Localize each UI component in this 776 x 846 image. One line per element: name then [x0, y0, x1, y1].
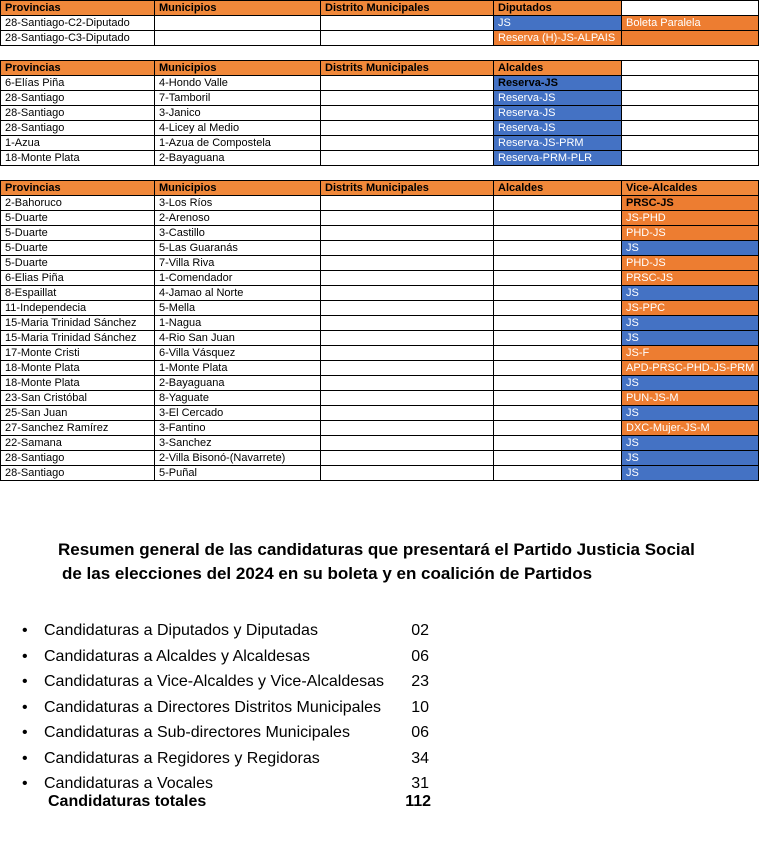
- table-cell: 18-Monte Plata: [1, 151, 155, 166]
- table-cell: 2-Bayaguana: [155, 376, 321, 391]
- table-cell: DXC-Mujer-JS-M: [622, 421, 759, 436]
- table-cell: [494, 361, 622, 376]
- spacer-cell: [622, 91, 759, 106]
- table3-row: [1, 376, 759, 391]
- table-cell: [494, 346, 622, 361]
- table-cell: 27-Sanchez Ramírez: [1, 421, 155, 436]
- table-cell: 28-Santiago: [1, 91, 155, 106]
- table-cell: [321, 421, 494, 436]
- table3-header: Provincias: [1, 181, 155, 196]
- table-cell: [494, 436, 622, 451]
- table-cell: JS: [622, 286, 759, 301]
- table-cell: 28-Santiago: [1, 121, 155, 136]
- table-cell: JS: [622, 436, 759, 451]
- spacer-cell: [622, 151, 759, 166]
- table-cell: [321, 121, 494, 136]
- bullet-icon: •: [22, 775, 28, 792]
- table-cell: Reserva (H)-JS-ALPAIS: [494, 31, 622, 46]
- table2-row: [1, 76, 759, 91]
- table-cell: PUN-JS-M: [622, 391, 759, 406]
- table-cell: [494, 466, 622, 481]
- table3-row: [1, 451, 759, 466]
- table-cell: 18-Monte Plata: [1, 361, 155, 376]
- spacer-cell: [321, 166, 494, 181]
- spacer-cell: [155, 46, 321, 61]
- table-cell: [321, 241, 494, 256]
- table-cell: [622, 31, 759, 46]
- table-cell: 2-Arenoso: [155, 211, 321, 226]
- table-cell: 3-Castillo: [155, 226, 321, 241]
- spacer-cell: [1, 46, 155, 61]
- table-cell: [321, 211, 494, 226]
- table2-header: Provincias: [1, 61, 155, 76]
- table-cell: JS: [622, 466, 759, 481]
- table-cell: 2-Villa Bisonó-(Navarrete): [155, 451, 321, 466]
- spacer-cell: [622, 46, 759, 61]
- table-cell: [494, 376, 622, 391]
- table-cell: 28-Santiago: [1, 466, 155, 481]
- table-cell: 5-Duarte: [1, 226, 155, 241]
- table-cell: [494, 331, 622, 346]
- table-cell: APD-PRSC-PHD-JS-PRM: [622, 361, 759, 376]
- table3-row: [1, 346, 759, 361]
- table-cell: JS-PPC: [622, 301, 759, 316]
- table-cell: [321, 106, 494, 121]
- table3-row: [1, 316, 759, 331]
- table3-row: [1, 256, 759, 271]
- table-cell: 4-Rio San Juan: [155, 331, 321, 346]
- table2-header: Distrits Municipales: [321, 61, 494, 76]
- table-cell: [321, 436, 494, 451]
- table1-row: [1, 31, 759, 46]
- table-cell: 15-Maria Trinidad Sánchez: [1, 316, 155, 331]
- table3-row: [1, 241, 759, 256]
- item-label: Candidaturas a Alcaldes y Alcaldesas: [44, 647, 310, 665]
- table-cell: [321, 316, 494, 331]
- table3-row: [1, 361, 759, 376]
- table3-header-row: [1, 181, 759, 196]
- spacer-cell: [155, 166, 321, 181]
- table-cell: 3-Janico: [155, 106, 321, 121]
- table-cell: 5-Puñal: [155, 466, 321, 481]
- table-cell: 8-Espaillat: [1, 286, 155, 301]
- spacer-cell: [494, 46, 622, 61]
- table-cell: JS: [494, 16, 622, 31]
- table-cell: [321, 151, 494, 166]
- bullet-icon: •: [22, 622, 28, 639]
- table-cell: 23-San Cristóbal: [1, 391, 155, 406]
- table-cell: JS: [622, 316, 759, 331]
- table-cell: [321, 301, 494, 316]
- table-cell: 6-Villa Vásquez: [155, 346, 321, 361]
- table1-header: Diputados: [494, 1, 622, 16]
- table3-row: [1, 211, 759, 226]
- table-cell: [321, 466, 494, 481]
- table-cell: [321, 271, 494, 286]
- table3-row: [1, 271, 759, 286]
- table-cell: [494, 271, 622, 286]
- table-cell: [494, 451, 622, 466]
- table-cell: [321, 16, 494, 31]
- item-label: Candidaturas a Regidores y Regidoras: [44, 749, 320, 767]
- table-cell: [494, 241, 622, 256]
- table-cell: JS-F: [622, 346, 759, 361]
- item-label: Candidaturas a Diputados y Diputadas: [44, 622, 318, 639]
- item-label: Candidaturas a Directores Distritos Municipales: [44, 698, 382, 716]
- item-count: 34: [411, 749, 429, 767]
- table-cell: PRSC-JS: [622, 196, 759, 211]
- table3-row: [1, 406, 759, 421]
- spacer-cell: [494, 166, 622, 181]
- table-cell: 6-Elías Piña: [1, 76, 155, 91]
- spacer-row: [1, 46, 759, 61]
- table-cell: [321, 31, 494, 46]
- table2-row: [1, 91, 759, 106]
- table-cell: [155, 16, 321, 31]
- table2-row: [1, 151, 759, 166]
- summary-title-line2: de las elecciones del 2024 en su boleta y en coalición de Partidos: [62, 564, 593, 583]
- table-cell: [321, 346, 494, 361]
- spacer-row: [1, 166, 759, 181]
- table-cell: 3-El Cercado: [155, 406, 321, 421]
- table-cell: [494, 406, 622, 421]
- table-cell: 5-Duarte: [1, 241, 155, 256]
- table2-header: Alcaldes: [494, 61, 622, 76]
- table-cell: JS: [622, 376, 759, 391]
- table-cell: [321, 226, 494, 241]
- table-cell: 4-Licey al Medio: [155, 121, 321, 136]
- table3-row: [1, 301, 759, 316]
- table-cell: [494, 256, 622, 271]
- item-count: 23: [411, 673, 429, 690]
- table-cell: Reserva-JS-PRM: [494, 136, 622, 151]
- table-cell: 28-Santiago-C2-Diputado: [1, 16, 155, 31]
- table-cell: 18-Monte Plata: [1, 376, 155, 391]
- table3-row: [1, 391, 759, 406]
- table-cell: [321, 451, 494, 466]
- table-cell: 15-Maria Trinidad Sánchez: [1, 331, 155, 346]
- bullet-icon: •: [22, 749, 28, 767]
- item-count: 06: [411, 647, 429, 665]
- table3-header: Municipios: [155, 181, 321, 196]
- table-cell: 28-Santiago: [1, 106, 155, 121]
- table-cell: 5-Mella: [155, 301, 321, 316]
- table1-header: Provincias: [1, 1, 155, 16]
- table-cell: [321, 391, 494, 406]
- table-cell: JS: [622, 451, 759, 466]
- bullet-icon: •: [22, 647, 28, 665]
- table-cell: JS: [622, 406, 759, 421]
- table-cell: [321, 331, 494, 346]
- table-cell: 8-Yaguate: [155, 391, 321, 406]
- table3-row: [1, 226, 759, 241]
- table-cell: [494, 196, 622, 211]
- spacer-cell: [1, 166, 155, 181]
- table1-header: [622, 1, 759, 16]
- table3-header: Distrits Municipales: [321, 181, 494, 196]
- table2-row: [1, 106, 759, 121]
- table-cell: 2-Bahoruco: [1, 196, 155, 211]
- table-cell: 5-Duarte: [1, 211, 155, 226]
- summary-title: [0, 538, 776, 586]
- table-cell: [321, 196, 494, 211]
- table-cell: 4-Hondo Valle: [155, 76, 321, 91]
- table-cell: JS: [622, 241, 759, 256]
- table-cell: [494, 421, 622, 436]
- table3-row: [1, 196, 759, 211]
- table-cell: Reserva-JS: [494, 91, 622, 106]
- table-cell: 17-Monte Cristi: [1, 346, 155, 361]
- table-cell: JS-PHD: [622, 211, 759, 226]
- item-count: 10: [411, 698, 429, 716]
- item-label: Candidaturas a Sub-directores Municipales: [44, 724, 350, 741]
- table-cell: [321, 361, 494, 376]
- table-cell: [494, 226, 622, 241]
- table-cell: 1-Azua: [1, 136, 155, 151]
- table3-row: [1, 286, 759, 301]
- spacer-cell: [321, 46, 494, 61]
- spacer-cell: [622, 121, 759, 136]
- table-cell: Boleta Paralela: [622, 16, 759, 31]
- table2-header-row: [1, 61, 759, 76]
- table-cell: PRSC-JS: [622, 271, 759, 286]
- table-cell: [494, 211, 622, 226]
- table-cell: [321, 91, 494, 106]
- table-cell: [321, 286, 494, 301]
- table-cell: 22-Samana: [1, 436, 155, 451]
- table-cell: [321, 136, 494, 151]
- table-cell: [494, 301, 622, 316]
- table-cell: [321, 76, 494, 91]
- summary-section: [0, 538, 776, 810]
- table3-header: Alcaldes: [494, 181, 622, 196]
- table3-row: [1, 466, 759, 481]
- summary-title-line1: Resumen general de las candidaturas que presentará el Partido Justicia Social: [58, 540, 695, 559]
- summary-total: [48, 793, 433, 811]
- table3-header: Vice-Alcaldes: [622, 181, 759, 196]
- table-cell: 1-Azua de Compostela: [155, 136, 321, 151]
- table-cell: 28-Santiago-C3-Diputado: [1, 31, 155, 46]
- table-cell: [155, 31, 321, 46]
- table-cell: 3-Fantino: [155, 421, 321, 436]
- spacer-cell: [622, 166, 759, 181]
- table-cell: 1-Nagua: [155, 316, 321, 331]
- table-cell: 28-Santiago: [1, 451, 155, 466]
- table-cell: 5-Las Guaranás: [155, 241, 321, 256]
- item-count: 02: [411, 622, 429, 639]
- spacer-cell: [622, 76, 759, 91]
- table-cell: [494, 391, 622, 406]
- table3-row: [1, 436, 759, 451]
- item-label: Candidaturas a Vice-Alcaldes y Vice-Alcaldesas: [44, 673, 385, 690]
- table-cell: [321, 256, 494, 271]
- table-cell: 3-Sanchez: [155, 436, 321, 451]
- bullet-icon: •: [22, 724, 28, 741]
- table2-header: Municipios: [155, 61, 321, 76]
- table-cell: PHD-JS: [622, 226, 759, 241]
- table-cell: 3-Los Ríos: [155, 196, 321, 211]
- spacer-cell: [622, 136, 759, 151]
- table3-row: [1, 421, 759, 436]
- table-cell: Reserva-JS: [494, 106, 622, 121]
- item-label: Candidaturas a Vocales: [44, 775, 213, 792]
- table-cell: Reserva-JS: [494, 121, 622, 136]
- spacer-cell: [622, 106, 759, 121]
- table-cell: 7-Villa Riva: [155, 256, 321, 271]
- table-cell: 2-Bayaguana: [155, 151, 321, 166]
- table-cell: Reserva-PRM-PLR: [494, 151, 622, 166]
- item-count: 31: [411, 775, 429, 792]
- total-count: 112: [405, 793, 431, 810]
- bullet-icon: •: [22, 698, 28, 716]
- table-cell: [494, 286, 622, 301]
- table-cell: 1-Monte Plata: [155, 361, 321, 376]
- table-cell: 1-Comendador: [155, 271, 321, 286]
- table-cell: Reserva-JS: [494, 76, 622, 91]
- spacer-cell: [622, 61, 759, 76]
- table-cell: [494, 316, 622, 331]
- table1-row: [1, 16, 759, 31]
- table2-row: [1, 136, 759, 151]
- table-cell: 7-Tamboril: [155, 91, 321, 106]
- table-cell: 6-Elias Piña: [1, 271, 155, 286]
- table1-header: Distrito Municipales: [321, 1, 494, 16]
- table1-header-row: [1, 1, 759, 16]
- table3-row: [1, 331, 759, 346]
- total-label: Candidaturas totales: [48, 793, 207, 810]
- table2-row: [1, 121, 759, 136]
- table-cell: [321, 406, 494, 421]
- table-cell: [321, 376, 494, 391]
- table-cell: PHD-JS: [622, 256, 759, 271]
- table-cell: 5-Duarte: [1, 256, 155, 271]
- item-count: 06: [411, 724, 429, 741]
- table-cell: 4-Jamao al Norte: [155, 286, 321, 301]
- bullet-icon: •: [22, 673, 28, 690]
- table1-header: Municipios: [155, 1, 321, 16]
- table-cell: JS: [622, 331, 759, 346]
- table-cell: 11-Independecia: [1, 301, 155, 316]
- table-cell: 25-San Juan: [1, 406, 155, 421]
